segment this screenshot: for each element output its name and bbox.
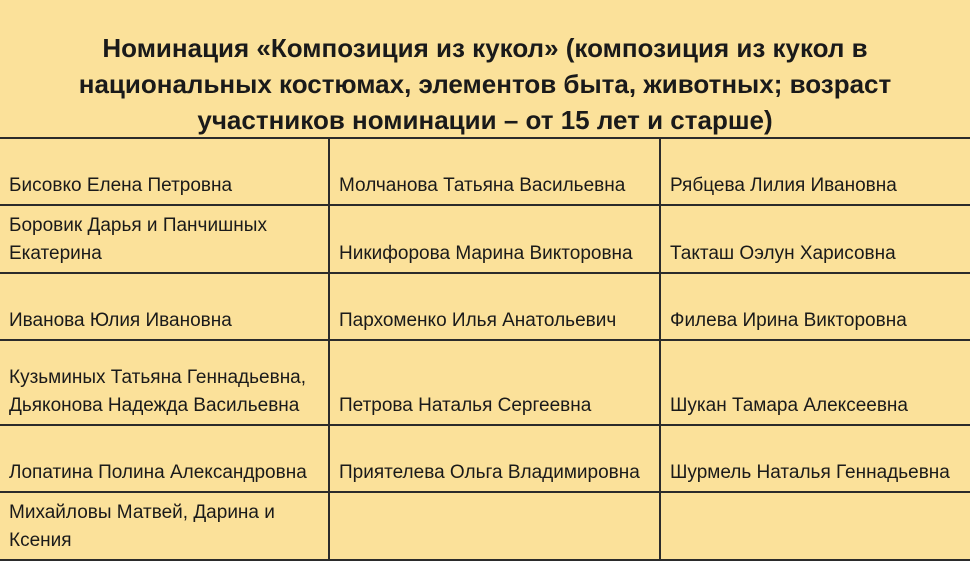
table-cell: Никифорова Марина Викторовна <box>329 205 660 273</box>
table-cell <box>660 492 970 560</box>
table-cell: Бисовко Елена Петровна <box>0 138 329 205</box>
table-cell: Пархоменко Илья Анатольевич <box>329 273 660 340</box>
nominees-table <box>0 137 970 561</box>
table-row <box>0 492 970 560</box>
table-cell: Рябцева Лилия Ивановна <box>660 138 970 205</box>
table-row <box>0 273 970 340</box>
table-cell: Лопатина Полина Александровна <box>0 425 329 492</box>
table-cell: Кузьминых Татьяна Геннадьевна, Дьяконова Надежда Васильевна <box>0 340 329 425</box>
title-line-1: Номинация «Композиция из кукол» (композиция из кукол в <box>102 33 868 63</box>
table-cell: Шурмель Наталья Геннадьевна <box>660 425 970 492</box>
table-cell: Петрова Наталья Сергеевна <box>329 340 660 425</box>
table-cell: Иванова Юлия Ивановна <box>0 273 329 340</box>
table-cell: Боровик Дарья и Панчишных Екатерина <box>0 205 329 273</box>
table-cell: Молчанова Татьяна Васильевна <box>329 138 660 205</box>
nomination-title <box>0 30 970 138</box>
table-cell: Шукан Тамара Алексеевна <box>660 340 970 425</box>
table-cell: Филева Ирина Викторовна <box>660 273 970 340</box>
table-cell <box>329 492 660 560</box>
table-cell: Такташ Оэлун Харисовна <box>660 205 970 273</box>
table-row <box>0 425 970 492</box>
title-line-3: участников номинации – от 15 лет и старше) <box>197 105 773 135</box>
table-cell: Михайловы Матвей, Дарина и Ксения <box>0 492 329 560</box>
table-row <box>0 340 970 425</box>
table-cell: Приятелева Ольга Владимировна <box>329 425 660 492</box>
title-line-2: национальных костюмах, элементов быта, животных; возраст <box>78 69 892 99</box>
table-row <box>0 205 970 273</box>
table-row <box>0 138 970 205</box>
